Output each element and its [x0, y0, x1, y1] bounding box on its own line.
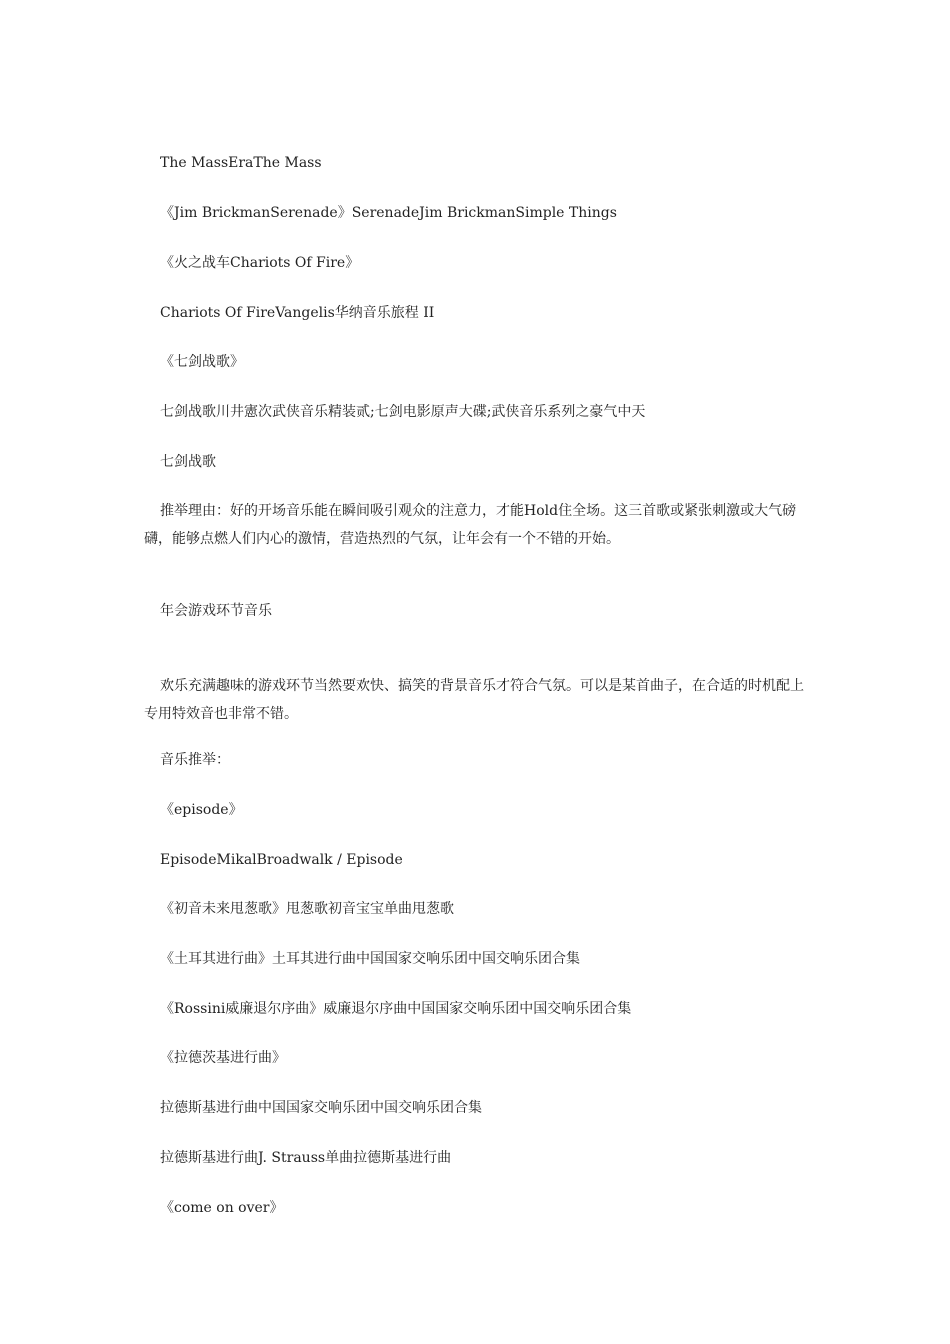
text-line-william-tell: 《Rossini威廉退尔序曲》威廉退尔序曲中国国家交响乐团中国交响乐团合集 [160, 1001, 632, 1017]
text-line-episode-title: 《episode》 [160, 802, 243, 818]
section-heading-game-music: 年会游戏环节音乐 [160, 603, 272, 619]
paragraph-opening-reason: 推举理由：好的开场音乐能在瞬间吸引观众的注意力，才能Hold住全场。这三首歌或紧张刺激或大气磅礴，能够点燃人们内心的激情，营造热烈的气氛，让年会有一个不错的开始。 [144, 503, 797, 547]
text-line-chariots-title: 《火之战车Chariots Of Fire》 [160, 255, 360, 271]
text-line-recommend-label: 音乐推举： [160, 752, 230, 768]
text-line-qijian: 七剑战歌 [160, 454, 216, 470]
text-line-qijian-detail: 七剑战歌川井憲次武侠音乐精装贰;七剑电影原声大碟;武侠音乐系列之豪气中天 [160, 404, 646, 420]
text-line-radetzky-title: 《拉德茨基进行曲》 [160, 1050, 286, 1066]
text-line-radetzky-orchestra: 拉德斯基进行曲中国国家交响乐团中国交响乐团合集 [160, 1100, 482, 1116]
text-line-mass: The MassEraThe Mass [160, 155, 322, 171]
text-line-qijian-title: 《七剑战歌》 [160, 354, 244, 370]
paragraph-game-music-intro: 欢乐充满趣味的游戏环节当然要欢快、搞笑的背景音乐才符合气氛。可以是某首曲子，在合适的时机配上专用特效音也非常不错。 [144, 678, 804, 722]
text-line-turkish-march: 《土耳其进行曲》土耳其进行曲中国国家交响乐团中国交响乐团合集 [160, 951, 580, 967]
text-line-come-on-over: 《come on over》 [160, 1200, 284, 1216]
text-line-radetzky-strauss: 拉德斯基进行曲J. Strauss单曲拉德斯基进行曲 [160, 1150, 452, 1166]
text-line-serenade: 《Jim BrickmanSerenade》SerenadeJim BrickmanSimple Things [160, 205, 617, 221]
text-line-episode-detail: EpisodeMikalBroadwalk / Episode [160, 852, 403, 868]
text-line-miku: 《初音未来甩葱歌》甩葱歌初音宝宝单曲甩葱歌 [160, 901, 454, 917]
text-line-chariots-detail: Chariots Of FireVangelis华纳音乐旅程 II [160, 305, 435, 321]
